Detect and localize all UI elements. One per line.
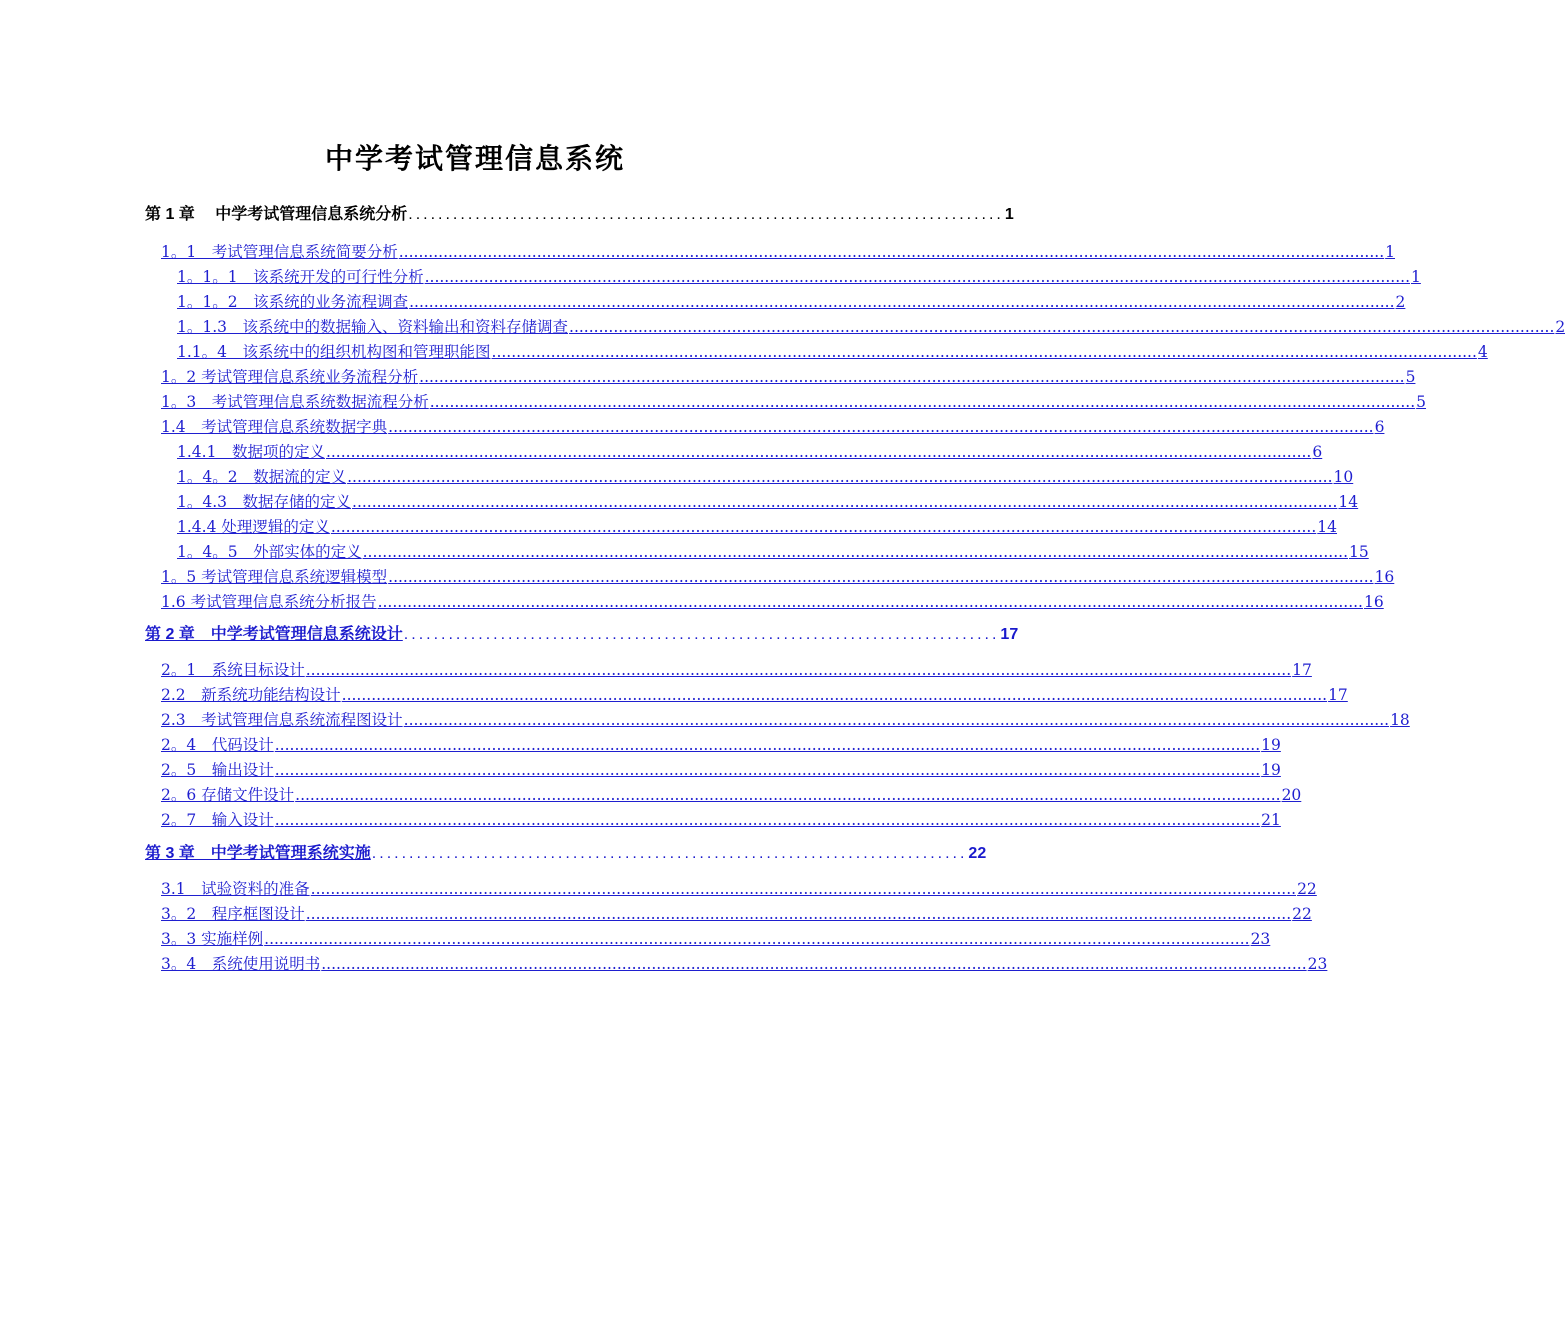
toc-entry-label: 3。2 程序框图设计 [161,905,305,923]
toc-entry-label: 第 3 章 中学考试管理系统实施 [145,845,371,862]
toc-entry-label: 1。1。2 该系统的业务流程调查 [177,293,409,311]
toc-entry-label: 1。1.3 该系统中的数据输入、资料输出和资料存储调查 [177,318,569,336]
toc-entry-label: 3。4 系统使用说明书 [161,955,321,973]
toc-entry-label: 1.1。4 该系统中的组织机构图和管理职能图 [177,343,491,361]
toc-page-number: 22 [1292,905,1312,923]
toc-entry-label: 2。5 输出设计 [161,761,274,779]
toc-dot-leader: ........................................................................................................................................................................................................ [305,661,1292,679]
toc-dot-leader: ........................................................................................................................................................................................................ [347,468,1333,486]
toc-section-entry[interactable] [161,927,1271,949]
toc-section-entry[interactable] [161,733,1281,755]
toc-entry-label: 2。4 代码设计 [161,736,274,754]
toc-section-entry[interactable] [161,365,1416,387]
toc-subsection-entry[interactable] [177,340,1488,362]
toc-page-number: 15 [1349,543,1369,561]
toc-page-number: 18 [1390,711,1410,729]
toc-entry-label: 1。4。5 外部实体的定义 [177,543,362,561]
toc-section-entry[interactable] [161,877,1317,899]
toc-page-number: 17 [1292,661,1312,679]
toc-dot-leader: ........................................................................................................................................................................................................ [330,518,1317,536]
toc-entry-label: 2.3 考试管理信息系统流程图设计 [161,711,403,729]
toc-page-number: 6 [1312,443,1323,461]
toc-section-entry[interactable] [161,758,1281,780]
toc-subsection-entry[interactable] [177,290,1406,312]
toc-dot-leader: ........................................................................................................................................................................................................ [325,443,1312,461]
toc-dot-leader: ........................................................................................................................................................................................................ [310,880,1297,898]
toc-entry-label: 第 1 章 中学考试管理信息系统分析 [145,206,408,223]
toc-entry-label: 1。1 考试管理信息系统简要分析 [161,243,398,261]
toc-page-number: 2 [1555,318,1565,336]
toc-page-number: 1 [1411,268,1421,286]
toc-chapter-entry[interactable] [145,842,987,864]
toc-entry-label: 1.4.1 数据项的定义 [177,443,325,461]
toc-page-number: 23 [1307,955,1328,973]
toc-entry-label: 1。1。1 该系统开发的可行性分析 [177,268,424,286]
toc-dot-leader: ................................................................................ [403,626,1000,643]
toc-page-number: 23 [1250,930,1271,948]
toc-dot-leader: ........................................................................................................................................................................................................ [274,811,1261,829]
toc-section-entry[interactable] [161,902,1312,924]
toc-page-number: 19 [1261,736,1281,754]
toc-dot-leader: ........................................................................................................................................................................................................ [274,736,1261,754]
toc-page-number: 22 [968,845,987,862]
toc-section-entry[interactable] [161,565,1395,587]
toc-dot-leader: ........................................................................................................................................................................................................ [321,955,1307,973]
toc-section-entry[interactable] [161,708,1410,730]
document-title: 中学考试管理信息系统 [324,142,625,175]
toc-section-entry[interactable] [161,683,1348,705]
toc-subsection-entry[interactable] [177,515,1338,537]
toc-page-number: 21 [1261,811,1281,829]
toc-page-number: 5 [1416,393,1427,411]
toc-subsection-entry[interactable] [177,315,1565,337]
toc-dot-leader: ........................................................................................................................................................................................................ [403,711,1390,729]
toc-entry-label: 1.6 考试管理信息系统分析报告 [161,593,377,611]
toc-dot-leader: ........................................................................................................................................................................................................ [491,343,1477,361]
toc-page-number: 14 [1338,493,1359,511]
toc-section-entry[interactable] [161,783,1302,805]
toc-page-number: 1 [1004,206,1014,223]
toc-entry-label: 1。4。2 数据流的定义 [177,468,347,486]
toc-subsection-entry[interactable] [177,265,1421,287]
toc-subsection-entry[interactable] [177,540,1369,562]
toc-entry-label: 1。3 考试管理信息系统数据流程分析 [161,393,429,411]
toc-dot-leader: ........................................................................................................................................................................................................ [305,905,1292,923]
toc-entry-label: 1。4.3 数据存储的定义 [177,493,352,511]
toc-entry-label: 1。5 考试管理信息系统逻辑模型 [161,568,388,586]
toc-page-number: 6 [1374,418,1385,436]
toc-entry-label: 2。6 存储文件设计 [161,786,295,804]
toc-dot-leader: ........................................................................................................................................................................................................ [424,268,1410,286]
toc-chapter-entry[interactable] [145,623,1019,645]
toc-entry-label: 2。1 系统目标设计 [161,661,305,679]
toc-entry-label: 3.1 试验资料的准备 [161,880,310,898]
toc-subsection-entry[interactable] [177,490,1359,512]
toc-section-entry[interactable] [161,658,1312,680]
toc-page-number: 22 [1297,880,1317,898]
toc-dot-leader: ........................................................................................................................................................................................................ [388,568,1374,586]
toc-page-number: 10 [1333,468,1354,486]
toc-dot-leader: ........................................................................................................................................................................................................ [419,368,1405,386]
toc-page-number: 17 [1000,626,1019,643]
toc-dot-leader: ........................................................................................................................................................................................................ [569,318,1555,336]
toc-dot-leader: ................................................................................ [371,845,968,862]
toc-entry-label: 3。3 实施样例 [161,930,264,948]
toc-page-number: 4 [1477,343,1488,361]
toc-entry-label: 第 2 章 中学考试管理信息系统设计 [145,626,403,643]
toc-section-entry[interactable] [161,390,1427,412]
toc-dot-leader: ........................................................................................................................................................................................................ [274,761,1261,779]
toc-dot-leader: ........................................................................................................................................................................................................ [341,686,1328,704]
toc-dot-leader: ........................................................................................................................................................................................................ [429,393,1416,411]
toc-page-number: 16 [1363,593,1384,611]
toc-page-number: 1 [1385,243,1396,261]
toc-entry-label: 1.4.4 处理逻辑的定义 [177,518,330,536]
toc-section-entry[interactable] [161,808,1281,830]
toc-page-number: 2 [1395,293,1406,311]
toc-subsection-entry[interactable] [177,465,1354,487]
toc-page-number: 19 [1261,761,1281,779]
toc-entry-label: 2.2 新系统功能结构设计 [161,686,341,704]
toc-dot-leader: ........................................................................................................................................................................................................ [264,930,1250,948]
toc-section-entry[interactable] [161,952,1328,974]
toc-entry-label: 2。7 输入设计 [161,811,274,829]
toc-dot-leader: ........................................................................................................................................................................................................ [398,243,1385,261]
toc-dot-leader: ........................................................................................................................................................................................................ [377,593,1363,611]
toc-dot-leader: ........................................................................................................................................................................................................ [362,543,1348,561]
toc-subsection-entry[interactable] [177,440,1323,462]
toc-page-number: 14 [1317,518,1338,536]
toc-page-number: 16 [1374,568,1395,586]
toc-dot-leader: ........................................................................................................................................................................................................ [409,293,1395,311]
toc-section-entry[interactable] [161,590,1384,612]
toc-page-number: 5 [1405,368,1416,386]
toc-section-entry[interactable] [161,240,1396,262]
toc-page-number: 20 [1281,786,1302,804]
toc-dot-leader: ................................................................................ [408,206,1004,223]
toc-dot-leader: ........................................................................................................................................................................................................ [388,418,1374,436]
toc-entry-label: 1.4 考试管理信息系统数据字典 [161,418,388,436]
toc-chapter-entry[interactable] [145,203,1014,225]
toc-entry-label: 1。2 考试管理信息系统业务流程分析 [161,368,419,386]
toc-section-entry[interactable] [161,415,1385,437]
toc-dot-leader: ........................................................................................................................................................................................................ [352,493,1338,511]
toc-page-number: 17 [1328,686,1348,704]
toc-dot-leader: ........................................................................................................................................................................................................ [295,786,1281,804]
